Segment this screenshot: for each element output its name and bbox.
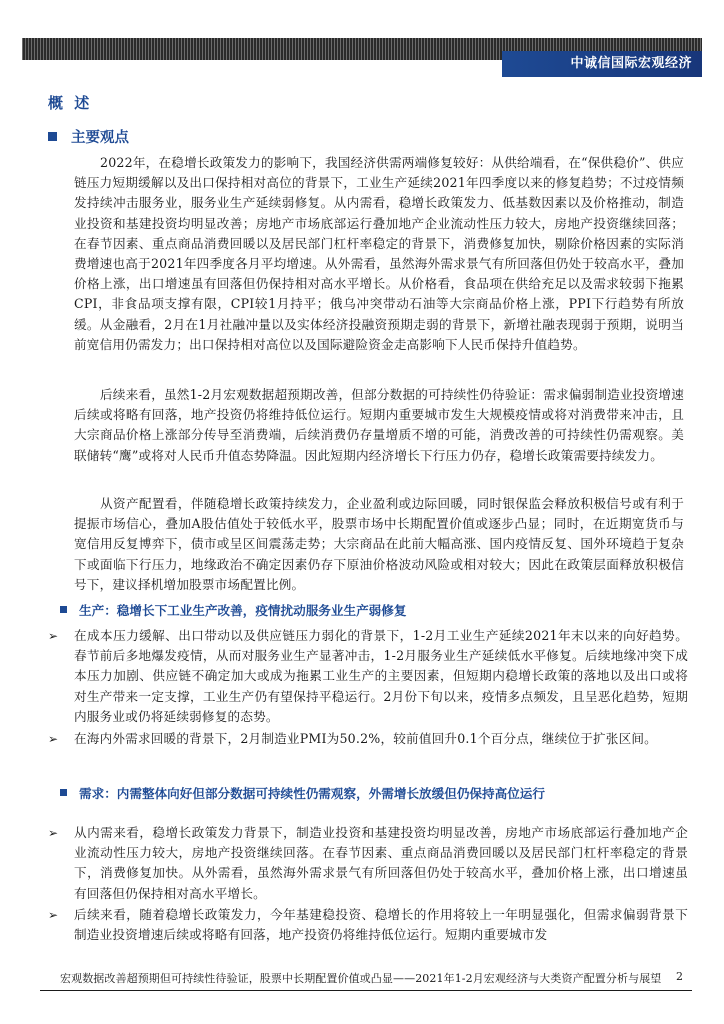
header-brand: 中诚信国际宏观经济 [502,51,702,77]
arrow-bullet-icon: ➢ [48,908,59,922]
demand-heading-label: 需求：内需整体向好但部分数据可持续性仍需观察，外需增长放缓但仍保持高位运行 [79,786,545,801]
main-point-heading [48,126,129,147]
paragraph-overview: 2022年，在稳增长政策发力的影响下，我国经济供需两端修复较好：从供给端看，在“保供稳价”、供应链压力短期缓解以及出口保持相对高位的背景下，工业生产延续2021年四季度以来的修复趋势；不过疫情频发持续冲击服务业，服务业生产延续弱修复。从内需看，稳增长政策发力、低基数因素以及价格推动，制造业投资和基建投资均明显改善；房地产市场底部运行叠加地产企业流动性压力较大，房地产投资继续回落；在春节因素、重点商品消费回暖以及居民部门杠杆率稳定的背景下，消费修复加快，剔除价格因素的实际消费增速也高于2021年四季度各月平均增速。从外需看，虽然海外需求景气有所回落但仍处于较高水平，叠加价格上涨，出口增速虽有回落但仍保持相对高水平增长。从价格看，食品项在供给充足以及需求较弱下拖累CPI，非食品项支撑有限，CPI较1月持平；俄乌冲突带动石油等大宗商品价格上涨，PPI下行趋势有所放缓。从金融看，2月在1月社融冲量以及实体经济投融资预期走弱的背景下，新增社融表现弱于预期，说明当前宽信用仍需发力；出口保持相对高位以及国际避险资金走高影响下人民币保持升值趋势。 [74,155,684,352]
square-bullet-icon [48,132,57,141]
production-heading [60,600,406,619]
list-item-text: 后续来看，随着稳增长政策发力，今年基建稳投资、稳增长的作用将较上一年明显强化，但需求偏弱背景下制造业投资增速后续或将略有回落，地产投资仍将维持低位运行。短期内重要城市发 [74,907,688,943]
list-item [48,729,688,749]
square-bullet-icon [60,789,67,796]
footer-divider [40,990,692,991]
list-item-text: 在海内外需求回暖的背景下，2月制造业PMI为50.2%，较前值回升0.1个百分点，继续位于扩张区间。 [74,731,657,746]
list-item [48,823,688,904]
demand-heading [60,783,545,802]
section-title: 概 述 [48,94,93,112]
square-bullet-icon [60,606,67,613]
main-point-label: 主要观点 [71,130,129,146]
footer-title: 宏观数据改善超预期但可持续性待验证，股票中长期配置价值或凸显——2021年1-2月宏观经济与大类资产配置分析与展望 [60,972,662,985]
list-item [48,905,688,945]
list-item-text: 从内需来看，稳增长政策发力背景下，制造业投资和基建投资均明显改善，房地产市场底部运行叠加地产企业流动性压力较大，房地产投资继续回落。在春节因素、重点商品消费回暖以及居民部门杠杆率稳定的背景下，消费修复加快。从外需看，虽然海外需求景气有所回落但仍处于较高水平，叠加价格上涨，出口增速虽有回落但仍保持相对高水平增长。 [74,825,688,901]
list-item [48,626,688,727]
page-number: 2 [676,970,683,983]
paragraph-asset-allocation: 从资产配置看，伴随稳增长政策持续发力，企业盈利或边际回暖，同时银保监会释放积极信号或有利于提振市场信心，叠加A股估值处于较低水平，股票市场中长期配置价值或逐步凸显；同时，在近期宽货币与宽信用反复博弈下，债市或呈区间震荡走势；大宗商品在此前大幅高涨、国内疫情反复、国外环境趋于复杂下或面临下行压力，地缘政治不确定因素仍存下原油价格波动风险或相对较大；因此在政策层面释放积极信号下，建议择机增加股票市场配置比例。 [74,496,684,592]
production-heading-label: 生产：稳增长下工业生产改善，疫情扰动服务业生产弱修复 [79,603,407,618]
arrow-bullet-icon: ➢ [48,732,59,746]
list-item-text: 在成本压力缓解、出口带动以及供应链压力弱化的背景下，1-2月工业生产延续2021年末以来的向好趋势。春节前后多地爆发疫情，从而对服务业生产显著冲击，1-2月服务业生产延续低水平修复。后续地缘冲突下成本压力加剧、供应链不确定加大或成为拖累工业生产的主要因素，但短期内稳增长政策的落地以及出口或将对生产带来一定支撑，工业生产仍有望保持平稳运行。2月份下旬以来，疫情多点频发，且呈恶化趋势，短期内服务业或仍将延续弱修复的态势。 [74,628,688,724]
arrow-bullet-icon: ➢ [48,629,59,643]
arrow-bullet-icon: ➢ [48,826,59,840]
paragraph-outlook: 后续来看，虽然1-2月宏观数据超预期改善，但部分数据的可持续性仍待验证：需求偏弱制造业投资增速后续或将略有回落，地产投资仍将维持低位运行。短期内重要城市发生大规模疫情或将对消费带来冲击，且大宗商品价格上涨部分传导至消费端，后续消费仍存量增质不增的可能，消费改善的可持续性仍需观察。美联储转“鹰”或将对人民币升值态势降温。因此短期内经济增长下行压力仍存，稳增长政策需要持续发力。 [74,387,684,463]
